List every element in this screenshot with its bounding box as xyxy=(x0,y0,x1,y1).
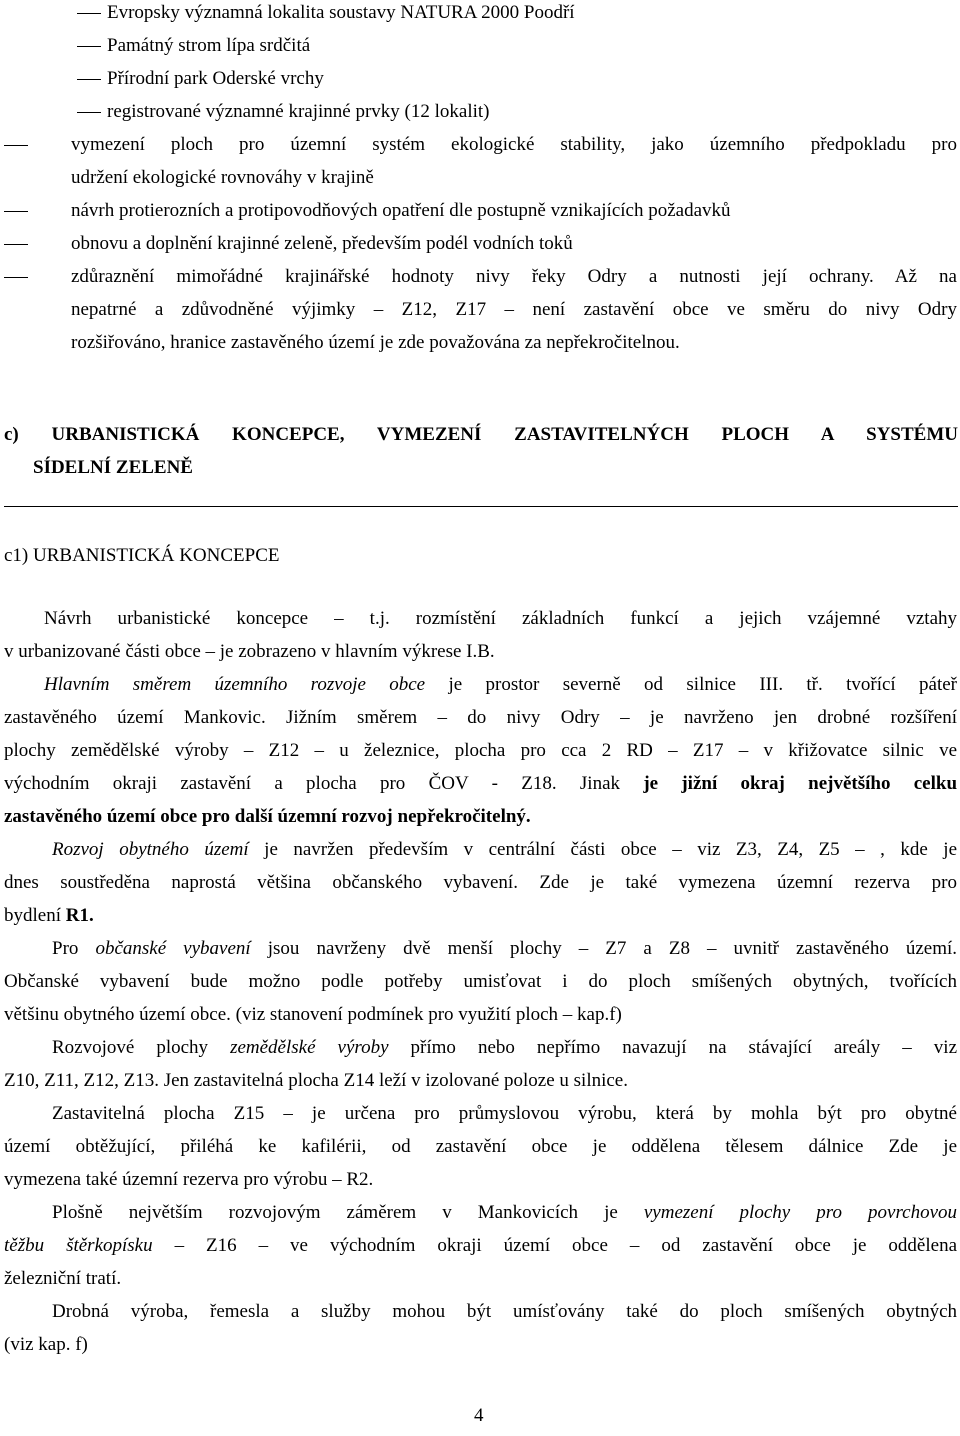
section-heading: c) URBANISTICKÁ KONCEPCE, VYMEZENÍ ZASTAVITELNÝCH PLOCH A SYSTÉMU xyxy=(4,424,958,445)
paragraph-line: Návrh urbanistické koncepce – t.j. rozmístění základních funkcí a jejich vzájemné vztahy xyxy=(44,608,957,629)
section-divider xyxy=(4,506,958,507)
list-item: zdůraznění mimořádné krajinářské hodnoty nivy řeky Odry a nutnosti její ochrany. Až na xyxy=(71,266,957,287)
emphasis-text: vymezení plochy pro povrchovou xyxy=(643,1202,958,1223)
dash-bullet-icon xyxy=(4,145,28,146)
dash-bullet-icon xyxy=(77,13,101,14)
list-item: Přírodní park Oderské vrchy xyxy=(107,68,324,89)
list-item-continuation: udržení ekologické rovnováhy v krajině xyxy=(71,167,374,188)
paragraph-line: těžbu štěrkopísku – Z16 – ve východním okraji území obce – od zastavění obce je oddělena xyxy=(4,1235,958,1256)
list-item: obnovu a doplnění krajinné zeleně, především podél vodních toků xyxy=(71,233,573,254)
paragraph-line: Hlavním směrem územního rozvoje obce je prostor severně od silnice III. tř. tvořící páteř xyxy=(44,674,958,695)
list-item: Evropsky významná lokalita soustavy NATURA 2000 Poodří xyxy=(107,2,575,23)
bold-text: zastavěného území obce pro další územní rozvoj nepřekročitelný. xyxy=(4,806,531,827)
paragraph-line: Rozvoj obytného území je navržen především v centrální části obce – viz Z3, Z4, Z5 – , kde je xyxy=(52,839,958,860)
emphasis-text: těžbu štěrkopísku xyxy=(4,1235,153,1256)
list-item: návrh protierozních a protipovodňových opatření dle postupně vznikajících požadavků xyxy=(71,200,731,221)
dash-bullet-icon xyxy=(4,211,28,212)
paragraph-line: (viz kap. f) xyxy=(4,1334,88,1355)
emphasis-text: zemědělské výroby xyxy=(230,1037,389,1058)
dash-bullet-icon xyxy=(77,79,101,80)
list-item: vymezení ploch pro územní systém ekologické stability, jako územního předpokladu pro xyxy=(71,134,957,155)
paragraph-line: území obtěžující, přiléhá ke kafilérii, od zastavění obce je oddělena tělesem dálnice Zde je xyxy=(4,1136,957,1157)
paragraph-line: Plošně největším rozvojovým záměrem v Mankovicích je vymezení plochy pro povrchovou xyxy=(52,1202,958,1223)
list-item-continuation: nepatrné a zdůvodněné výjimky – Z12, Z17 – není zastavění obce ve směru do nivy Odry xyxy=(71,299,957,320)
paragraph-line: Rozvojové plochy zemědělské výroby přímo nebo nepřímo navazují na stávající areály – viz xyxy=(52,1037,958,1058)
bold-text: je jižní okraj největšího celku xyxy=(643,773,958,794)
paragraph-line: zastavěného území Mankovic. Jižním směrem – do nivy Odry – je navrženo jen drobné rozšíření xyxy=(4,707,957,728)
page-number: 4 xyxy=(474,1405,484,1426)
paragraph-line: bydlení R1. xyxy=(4,905,94,926)
paragraph-line: Drobná výroba, řemesla a služby mohou být umísťovány také do ploch smíšených obytných xyxy=(52,1301,957,1322)
list-item: Památný strom lípa srdčitá xyxy=(107,35,311,56)
section-heading-continuation: SÍDELNÍ ZELENĚ xyxy=(33,457,193,478)
dash-bullet-icon xyxy=(4,277,28,278)
list-item: registrované významné krajinné prvky (12 lokalit) xyxy=(107,101,490,122)
paragraph-line: dnes soustředěna naprostá většina občanského vybavení. Zde je také vymezena územní rezerva pro xyxy=(4,872,957,893)
emphasis-text: Rozvoj obytného území xyxy=(52,839,249,860)
paragraph-line: většinu obytného území obce. (viz stanovení podmínek pro využití ploch – kap.f) xyxy=(4,1004,622,1025)
paragraph-line: v urbanizované části obce – je zobrazeno v hlavním výkrese I.B. xyxy=(4,641,495,662)
bold-text: R1. xyxy=(65,905,94,926)
dash-bullet-icon xyxy=(77,46,101,47)
paragraph-line: Zastavitelná plocha Z15 – je určena pro průmyslovou výrobu, která by mohla být pro obytné xyxy=(52,1103,957,1124)
list-item-continuation: rozšiřováno, hranice zastavěného území je zde považována za nepřekročitelnou. xyxy=(71,332,680,353)
paragraph-line: Z10, Z11, Z12, Z13. Jen zastavitelná plocha Z14 leží v izolované poloze u silnice. xyxy=(4,1070,628,1091)
paragraph-line: železniční tratí. xyxy=(4,1268,122,1289)
paragraph-line: Občanské vybavení bude možno podle potřeby umisťovat i do ploch smíšených obytných, tvořících xyxy=(4,971,957,992)
paragraph-line: východním okraji zastavění a plocha pro ČOV - Z18. Jinak je jižní okraj největšího celku xyxy=(4,773,958,794)
subsection-heading: c1) URBANISTICKÁ KONCEPCE xyxy=(4,545,280,566)
dash-bullet-icon xyxy=(77,112,101,113)
paragraph-line: Pro občanské vybavení jsou navrženy dvě menší plochy – Z7 a Z8 – uvnitř zastavěného území. xyxy=(52,938,958,959)
emphasis-text: občanské vybavení xyxy=(95,938,251,959)
emphasis-text: Hlavním směrem územního rozvoje obce xyxy=(44,674,426,695)
paragraph-line: vymezena také územní rezerva pro výrobu – R2. xyxy=(4,1169,374,1190)
dash-bullet-icon xyxy=(4,244,28,245)
paragraph-line: plochy zemědělské výroby – Z12 – u železnice, plocha pro cca 2 RD – Z17 – v křižovatce silnic ve xyxy=(4,740,957,761)
